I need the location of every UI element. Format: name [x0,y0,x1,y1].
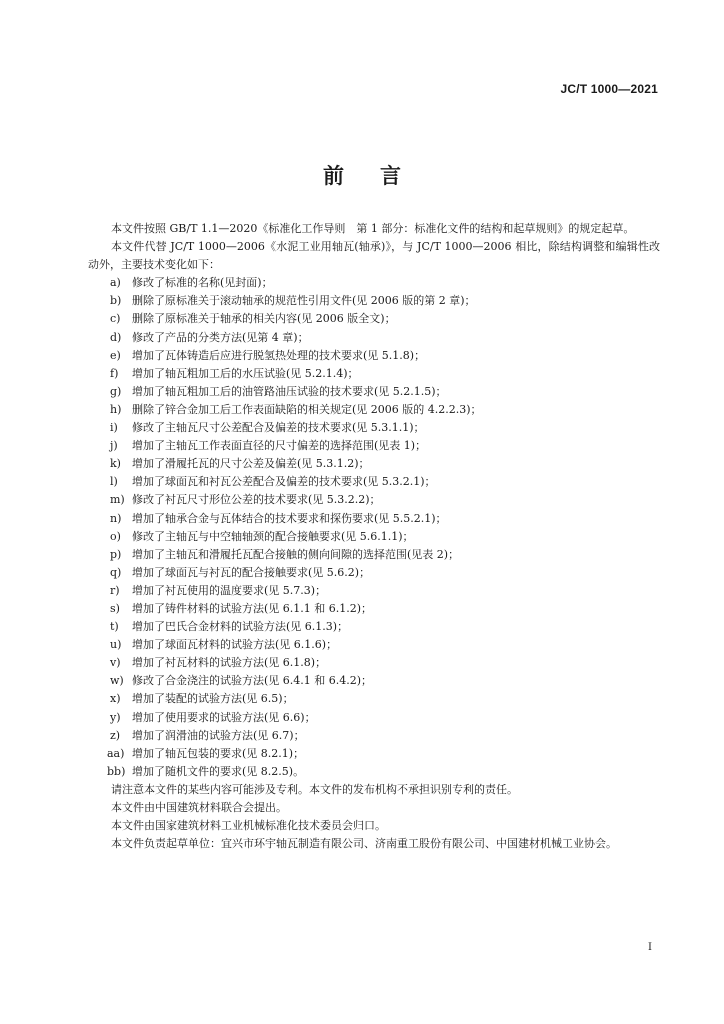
list-item-text: 增加了轴瓦包装的要求(见 8.2.1)； [132,746,305,760]
list-item-text: 增加了滑履托瓦的尺寸公差及偏差(见 5.3.1.2)； [132,457,370,471]
list-item-marker: p) [110,547,122,561]
list-item-marker: d) [110,330,122,344]
list-item [88,618,660,636]
list-item-text: 修改了标准的名称(见封面)； [132,276,273,290]
list-item-marker: y) [110,710,121,724]
list-item [88,745,660,763]
page-number: I [648,942,652,953]
list-item [88,600,660,618]
list-item-text: 删除了锌合金加工后工作表面缺陷的相关规定(见 2006 版的 4.2.2.3)； [132,402,482,416]
list-item-text: 删除了原标准关于滚动轴承的规范性引用文件(见 2006 版的第 2 章)； [132,294,476,308]
list-item-text: 增加了瓦体铸造后应进行脱氢热处理的技术要求(见 5.1.8)； [132,348,426,362]
list-item-marker: c) [110,312,121,326]
intro-paragraph-1: 本文件按照 GB/T 1.1—2020《标准化工作导则 第 1 部分：标准化文件的结构和起草规则》的规定起草。 [111,222,635,235]
patent-notice: 请注意本文件的某些内容可能涉及专利。本文件的发布机构不承担识别专利的责任。 [111,782,518,796]
list-item-text: 增加了主轴瓦工作表面直径的尺寸偏差的选择范围(见表 1)； [132,439,427,453]
list-item-marker: i) [110,421,118,435]
list-item-text: 修改了产品的分类方法(见第 4 章)； [132,330,309,344]
list-item-text: 增加了衬瓦材料的试验方法(见 6.1.8)； [132,656,327,670]
technical-changes-list [88,274,660,781]
list-item-text: 删除了原标准关于轴承的相关内容(见 2006 版全文)； [132,312,396,326]
list-item-text: 增加了巴氏合金材料的试验方法(见 6.1.3)； [132,620,349,634]
list-item [88,329,660,347]
list-item-text: 增加了球面瓦与衬瓦的配合接触要求(见 5.6.2)； [132,565,371,579]
list-item [88,274,660,292]
list-item [88,491,660,509]
drafting-units-statement: 本文件负责起草单位：宜兴市环宇轴瓦制造有限公司、济南重工股份有限公司、中国建材机械工业协会。 [111,837,617,851]
list-item-marker: v) [110,656,121,670]
list-item [88,365,660,383]
list-item-text: 增加了轴瓦粗加工后的油管路油压试验的技术要求(见 5.2.1.5)； [132,384,447,398]
list-item-marker: a) [110,276,121,290]
list-item-marker: g) [110,384,122,398]
list-item-marker: f) [110,366,119,380]
list-item [88,564,660,582]
list-item [88,763,660,781]
list-item-text: 增加了随机文件的要求(见 8.2.5)。 [132,764,305,778]
list-item [88,383,660,401]
list-item-text: 增加了轴瓦粗加工后的水压试验(见 5.2.1.4)； [132,366,359,380]
list-item [88,292,660,310]
list-item-marker: n) [110,511,122,525]
list-item-marker: bb) [107,764,126,778]
list-item-text: 增加了润滑油的试验方法(见 6.7)； [132,728,305,742]
list-item-marker: e) [110,348,121,362]
list-item-text: 增加了装配的试验方法(见 6.5)； [132,692,294,706]
list-item-marker: o) [110,529,121,543]
document-code: JC/T 1000—2021 [560,82,658,96]
list-item [88,672,660,690]
list-item-marker: j) [110,439,118,453]
list-item [88,690,660,708]
list-item [88,636,660,654]
list-item [88,310,660,328]
list-item [88,347,660,365]
list-item-text: 修改了主轴瓦尺寸公差配合及偏差的技术要求(见 5.3.1.1)； [132,421,425,435]
list-item-marker: m) [110,493,125,507]
list-item [88,727,660,745]
list-item [88,510,660,528]
committee-statement: 本文件由国家建筑材料工业机械标准化技术委员会归口。 [111,819,386,833]
list-item-text: 增加了使用要求的试验方法(见 6.6)； [132,710,316,724]
list-item-marker: x) [110,692,121,706]
document-body [88,220,660,853]
list-item-text: 增加了球面瓦和衬瓦公差配合及偏差的技术要求(见 5.3.2.1)； [132,475,436,489]
list-item [88,437,660,455]
list-item-marker: aa) [107,746,125,760]
list-item-text: 增加了轴承合金与瓦体结合的技术要求和探伤要求(见 5.5.2.1)； [132,511,447,525]
list-item-marker: b) [110,294,122,308]
proposer-statement: 本文件由中国建筑材料联合会提出。 [111,801,287,814]
list-item-marker: z) [110,728,121,742]
list-item-marker: w) [110,674,124,688]
list-item-text: 增加了主轴瓦和滑履托瓦配合接触的侧向间隙的选择范围(见表 2)； [132,547,460,561]
list-item-marker: r) [110,583,120,597]
list-item [88,654,660,672]
list-item [88,582,660,600]
list-item [88,419,660,437]
list-item-text: 修改了主轴瓦与中空轴轴颈的配合接触要求(见 5.6.1.1)； [132,529,414,543]
list-item [88,528,660,546]
list-item-marker: k) [110,457,121,471]
list-item [88,401,660,419]
list-item-text: 增加了衬瓦使用的温度要求(见 5.7.3)； [132,583,327,597]
list-item [88,455,660,473]
list-item-marker: u) [110,638,122,652]
page-title: 前言 [323,164,437,188]
list-item-text: 增加了球面瓦材料的试验方法(见 6.1.6)； [132,638,338,652]
list-item-marker: h) [110,402,122,416]
list-item [88,709,660,727]
list-item-text: 修改了衬瓦尺寸形位公差的技术要求(见 5.3.2.2)； [132,493,381,507]
list-item [88,473,660,491]
list-item-text: 修改了合金浇注的试验方法(见 6.4.1 和 6.4.2)； [132,674,373,688]
intro-paragraph-2: 本文件代替 JC/T 1000—2006《水泥工业用轴瓦(轴承)》，与 JC/T 1000—2006 相比，除结构调整和编辑性改动外，主要技术变化如下： [88,240,660,272]
list-item-marker: q) [110,565,122,579]
list-item-marker: l) [110,475,118,489]
list-item-text: 增加了铸件材料的试验方法(见 6.1.1 和 6.1.2)； [132,601,373,615]
list-item-marker: s) [110,601,120,615]
list-item [88,546,660,564]
list-item-marker: t) [110,620,119,634]
